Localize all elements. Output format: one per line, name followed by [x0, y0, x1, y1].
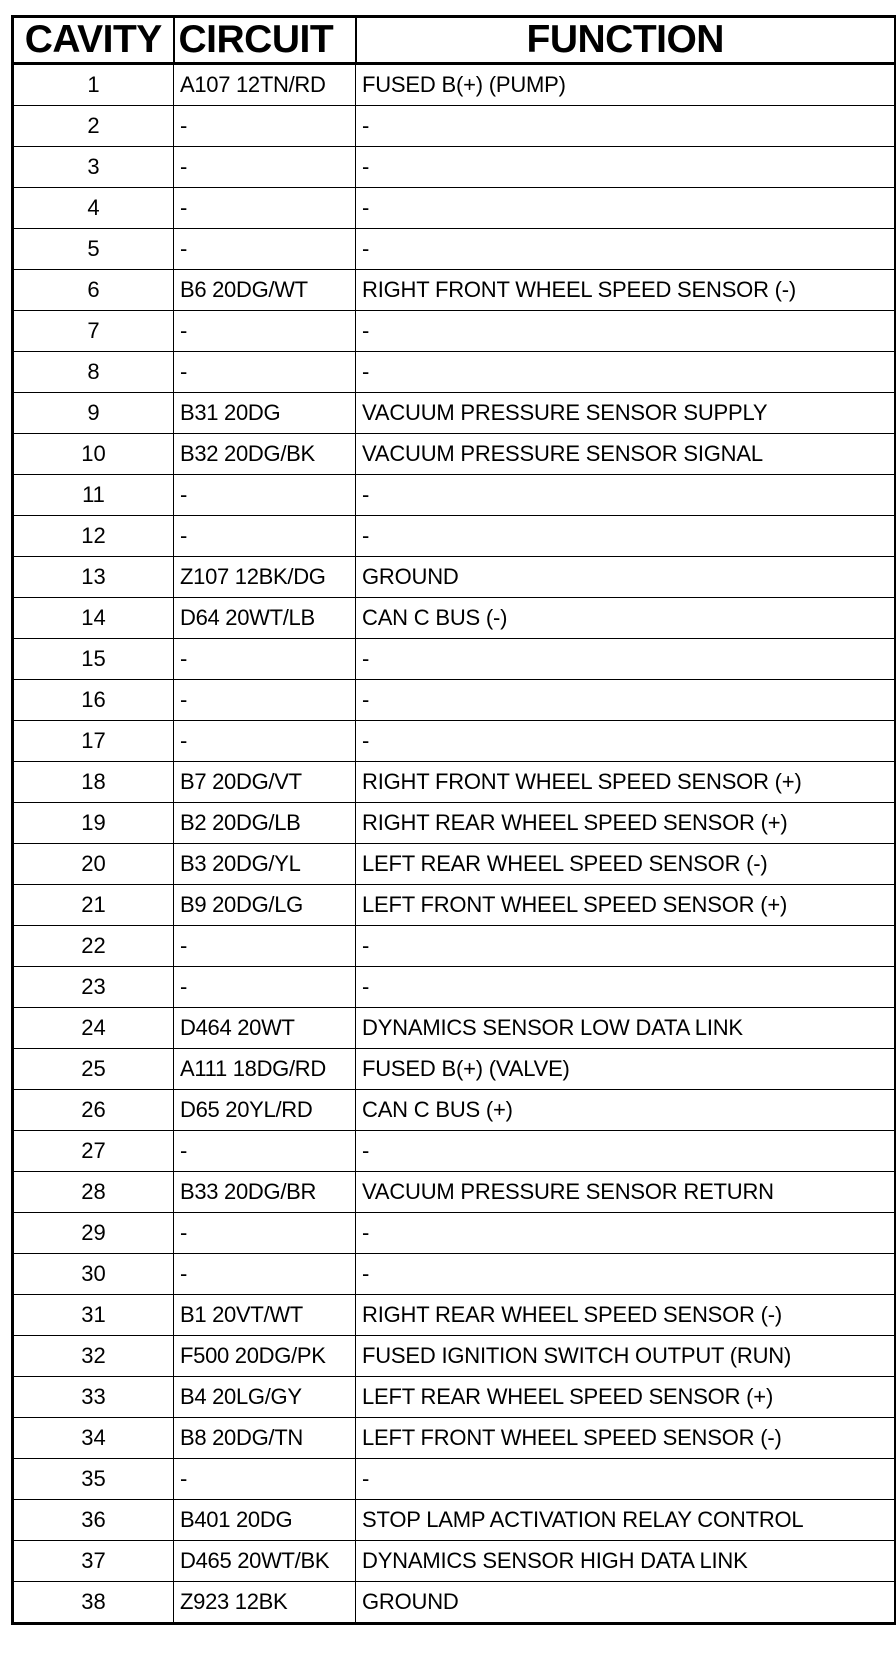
- cavity-cell: 15: [13, 639, 174, 680]
- function-cell: -: [356, 680, 896, 721]
- table-row: [13, 1131, 896, 1172]
- function-cell: GROUND: [356, 557, 896, 598]
- function-cell: DYNAMICS SENSOR HIGH DATA LINK: [356, 1541, 896, 1582]
- function-cell: VACUUM PRESSURE SENSOR SUPPLY: [356, 393, 896, 434]
- cavity-cell: 25: [13, 1049, 174, 1090]
- function-cell: RIGHT REAR WHEEL SPEED SENSOR (+): [356, 803, 896, 844]
- function-cell: -: [356, 967, 896, 1008]
- cavity-cell: 6: [13, 270, 174, 311]
- cavity-cell: 12: [13, 516, 174, 557]
- cavity-cell: 21: [13, 885, 174, 926]
- cavity-cell: 11: [13, 475, 174, 516]
- table-row: [13, 147, 896, 188]
- cavity-cell: 38: [13, 1582, 174, 1624]
- circuit-cell: B4 20LG/GY: [174, 1377, 356, 1418]
- cavity-cell: 14: [13, 598, 174, 639]
- cavity-cell: 23: [13, 967, 174, 1008]
- function-cell: FUSED B(+) (PUMP): [356, 64, 896, 106]
- cavity-cell: 37: [13, 1541, 174, 1582]
- circuit-cell: Z923 12BK: [174, 1582, 356, 1624]
- cavity-cell: 22: [13, 926, 174, 967]
- circuit-cell: -: [174, 229, 356, 270]
- circuit-cell: -: [174, 475, 356, 516]
- table-row: [13, 803, 896, 844]
- table-row: [13, 352, 896, 393]
- function-cell: FUSED IGNITION SWITCH OUTPUT (RUN): [356, 1336, 896, 1377]
- column-header-circuit: CIRCUIT: [174, 17, 356, 64]
- circuit-cell: F500 20DG/PK: [174, 1336, 356, 1377]
- table-row: [13, 1459, 896, 1500]
- cavity-cell: 31: [13, 1295, 174, 1336]
- function-cell: -: [356, 147, 896, 188]
- cavity-cell: 16: [13, 680, 174, 721]
- circuit-cell: B1 20VT/WT: [174, 1295, 356, 1336]
- cavity-cell: 27: [13, 1131, 174, 1172]
- function-cell: FUSED B(+) (VALVE): [356, 1049, 896, 1090]
- cavity-cell: 4: [13, 188, 174, 229]
- cavity-cell: 3: [13, 147, 174, 188]
- function-cell: CAN C BUS (-): [356, 598, 896, 639]
- cavity-cell: 32: [13, 1336, 174, 1377]
- cavity-cell: 5: [13, 229, 174, 270]
- cavity-cell: 30: [13, 1254, 174, 1295]
- function-cell: RIGHT FRONT WHEEL SPEED SENSOR (-): [356, 270, 896, 311]
- table-row: [13, 557, 896, 598]
- table-row: [13, 1418, 896, 1459]
- function-cell: -: [356, 1254, 896, 1295]
- table-row: [13, 1541, 896, 1582]
- table-row: [13, 1254, 896, 1295]
- table-row: [13, 270, 896, 311]
- circuit-cell: -: [174, 106, 356, 147]
- cavity-cell: 10: [13, 434, 174, 475]
- table-row: [13, 844, 896, 885]
- table-row: [13, 926, 896, 967]
- cavity-cell: 33: [13, 1377, 174, 1418]
- cavity-cell: 26: [13, 1090, 174, 1131]
- circuit-cell: B33 20DG/BR: [174, 1172, 356, 1213]
- function-cell: DYNAMICS SENSOR LOW DATA LINK: [356, 1008, 896, 1049]
- function-cell: LEFT FRONT WHEEL SPEED SENSOR (-): [356, 1418, 896, 1459]
- circuit-cell: -: [174, 680, 356, 721]
- table-row: [13, 1213, 896, 1254]
- function-cell: -: [356, 1213, 896, 1254]
- table-row: [13, 1500, 896, 1541]
- table-row: [13, 1090, 896, 1131]
- cavity-cell: 29: [13, 1213, 174, 1254]
- circuit-cell: A107 12TN/RD: [174, 64, 356, 106]
- function-cell: -: [356, 352, 896, 393]
- column-header-cavity: CAVITY: [13, 17, 174, 64]
- function-cell: VACUUM PRESSURE SENSOR RETURN: [356, 1172, 896, 1213]
- cavity-cell: 1: [13, 64, 174, 106]
- function-cell: GROUND: [356, 1582, 896, 1624]
- circuit-cell: B6 20DG/WT: [174, 270, 356, 311]
- cavity-cell: 7: [13, 311, 174, 352]
- table-row: [13, 475, 896, 516]
- table-row: [13, 64, 896, 106]
- circuit-cell: -: [174, 188, 356, 229]
- function-cell: -: [356, 516, 896, 557]
- circuit-cell: B8 20DG/TN: [174, 1418, 356, 1459]
- connector-pinout-table: [11, 15, 896, 1625]
- circuit-cell: B2 20DG/LB: [174, 803, 356, 844]
- cavity-cell: 17: [13, 721, 174, 762]
- function-cell: -: [356, 106, 896, 147]
- function-cell: -: [356, 1131, 896, 1172]
- table-row: [13, 434, 896, 475]
- function-cell: -: [356, 229, 896, 270]
- circuit-cell: D465 20WT/BK: [174, 1541, 356, 1582]
- circuit-cell: -: [174, 147, 356, 188]
- function-cell: LEFT REAR WHEEL SPEED SENSOR (-): [356, 844, 896, 885]
- circuit-cell: -: [174, 1131, 356, 1172]
- circuit-cell: -: [174, 311, 356, 352]
- table-row: [13, 1008, 896, 1049]
- circuit-cell: D464 20WT: [174, 1008, 356, 1049]
- function-cell: -: [356, 475, 896, 516]
- table-row: [13, 885, 896, 926]
- column-header-function: FUNCTION: [356, 17, 896, 64]
- table-body: [13, 64, 896, 1624]
- function-cell: -: [356, 721, 896, 762]
- function-cell: LEFT FRONT WHEEL SPEED SENSOR (+): [356, 885, 896, 926]
- circuit-cell: -: [174, 1254, 356, 1295]
- function-cell: -: [356, 311, 896, 352]
- circuit-cell: B3 20DG/YL: [174, 844, 356, 885]
- function-cell: -: [356, 926, 896, 967]
- cavity-cell: 24: [13, 1008, 174, 1049]
- function-cell: LEFT REAR WHEEL SPEED SENSOR (+): [356, 1377, 896, 1418]
- table-row: [13, 393, 896, 434]
- function-cell: -: [356, 1459, 896, 1500]
- cavity-cell: 35: [13, 1459, 174, 1500]
- table-row: [13, 1582, 896, 1624]
- cavity-cell: 36: [13, 1500, 174, 1541]
- circuit-cell: -: [174, 352, 356, 393]
- function-cell: CAN C BUS (+): [356, 1090, 896, 1131]
- table-header: [13, 17, 896, 64]
- table-row: [13, 639, 896, 680]
- circuit-cell: -: [174, 639, 356, 680]
- circuit-cell: B32 20DG/BK: [174, 434, 356, 475]
- table-row: [13, 106, 896, 147]
- table-row: [13, 188, 896, 229]
- cavity-cell: 18: [13, 762, 174, 803]
- table-row: [13, 1295, 896, 1336]
- table-row: [13, 598, 896, 639]
- table-row: [13, 967, 896, 1008]
- circuit-cell: -: [174, 1213, 356, 1254]
- circuit-cell: B7 20DG/VT: [174, 762, 356, 803]
- table-row: [13, 1049, 896, 1090]
- circuit-cell: A111 18DG/RD: [174, 1049, 356, 1090]
- table-row: [13, 721, 896, 762]
- table-row: [13, 1172, 896, 1213]
- circuit-cell: D64 20WT/LB: [174, 598, 356, 639]
- table-row: [13, 680, 896, 721]
- table-row: [13, 311, 896, 352]
- function-cell: STOP LAMP ACTIVATION RELAY CONTROL: [356, 1500, 896, 1541]
- table-row: [13, 1336, 896, 1377]
- cavity-cell: 8: [13, 352, 174, 393]
- function-cell: -: [356, 188, 896, 229]
- function-cell: RIGHT FRONT WHEEL SPEED SENSOR (+): [356, 762, 896, 803]
- cavity-cell: 13: [13, 557, 174, 598]
- cavity-cell: 19: [13, 803, 174, 844]
- table-row: [13, 516, 896, 557]
- function-cell: RIGHT REAR WHEEL SPEED SENSOR (-): [356, 1295, 896, 1336]
- cavity-cell: 9: [13, 393, 174, 434]
- circuit-cell: B401 20DG: [174, 1500, 356, 1541]
- circuit-cell: B9 20DG/LG: [174, 885, 356, 926]
- function-cell: -: [356, 639, 896, 680]
- circuit-cell: -: [174, 721, 356, 762]
- header-row: [13, 17, 896, 64]
- function-cell: VACUUM PRESSURE SENSOR SIGNAL: [356, 434, 896, 475]
- table-row: [13, 762, 896, 803]
- circuit-cell: -: [174, 516, 356, 557]
- cavity-cell: 20: [13, 844, 174, 885]
- connector-pinout-table-container: [11, 15, 894, 1625]
- cavity-cell: 34: [13, 1418, 174, 1459]
- table-row: [13, 229, 896, 270]
- circuit-cell: -: [174, 1459, 356, 1500]
- circuit-cell: B31 20DG: [174, 393, 356, 434]
- circuit-cell: Z107 12BK/DG: [174, 557, 356, 598]
- circuit-cell: -: [174, 967, 356, 1008]
- circuit-cell: D65 20YL/RD: [174, 1090, 356, 1131]
- cavity-cell: 28: [13, 1172, 174, 1213]
- cavity-cell: 2: [13, 106, 174, 147]
- table-row: [13, 1377, 896, 1418]
- circuit-cell: -: [174, 926, 356, 967]
